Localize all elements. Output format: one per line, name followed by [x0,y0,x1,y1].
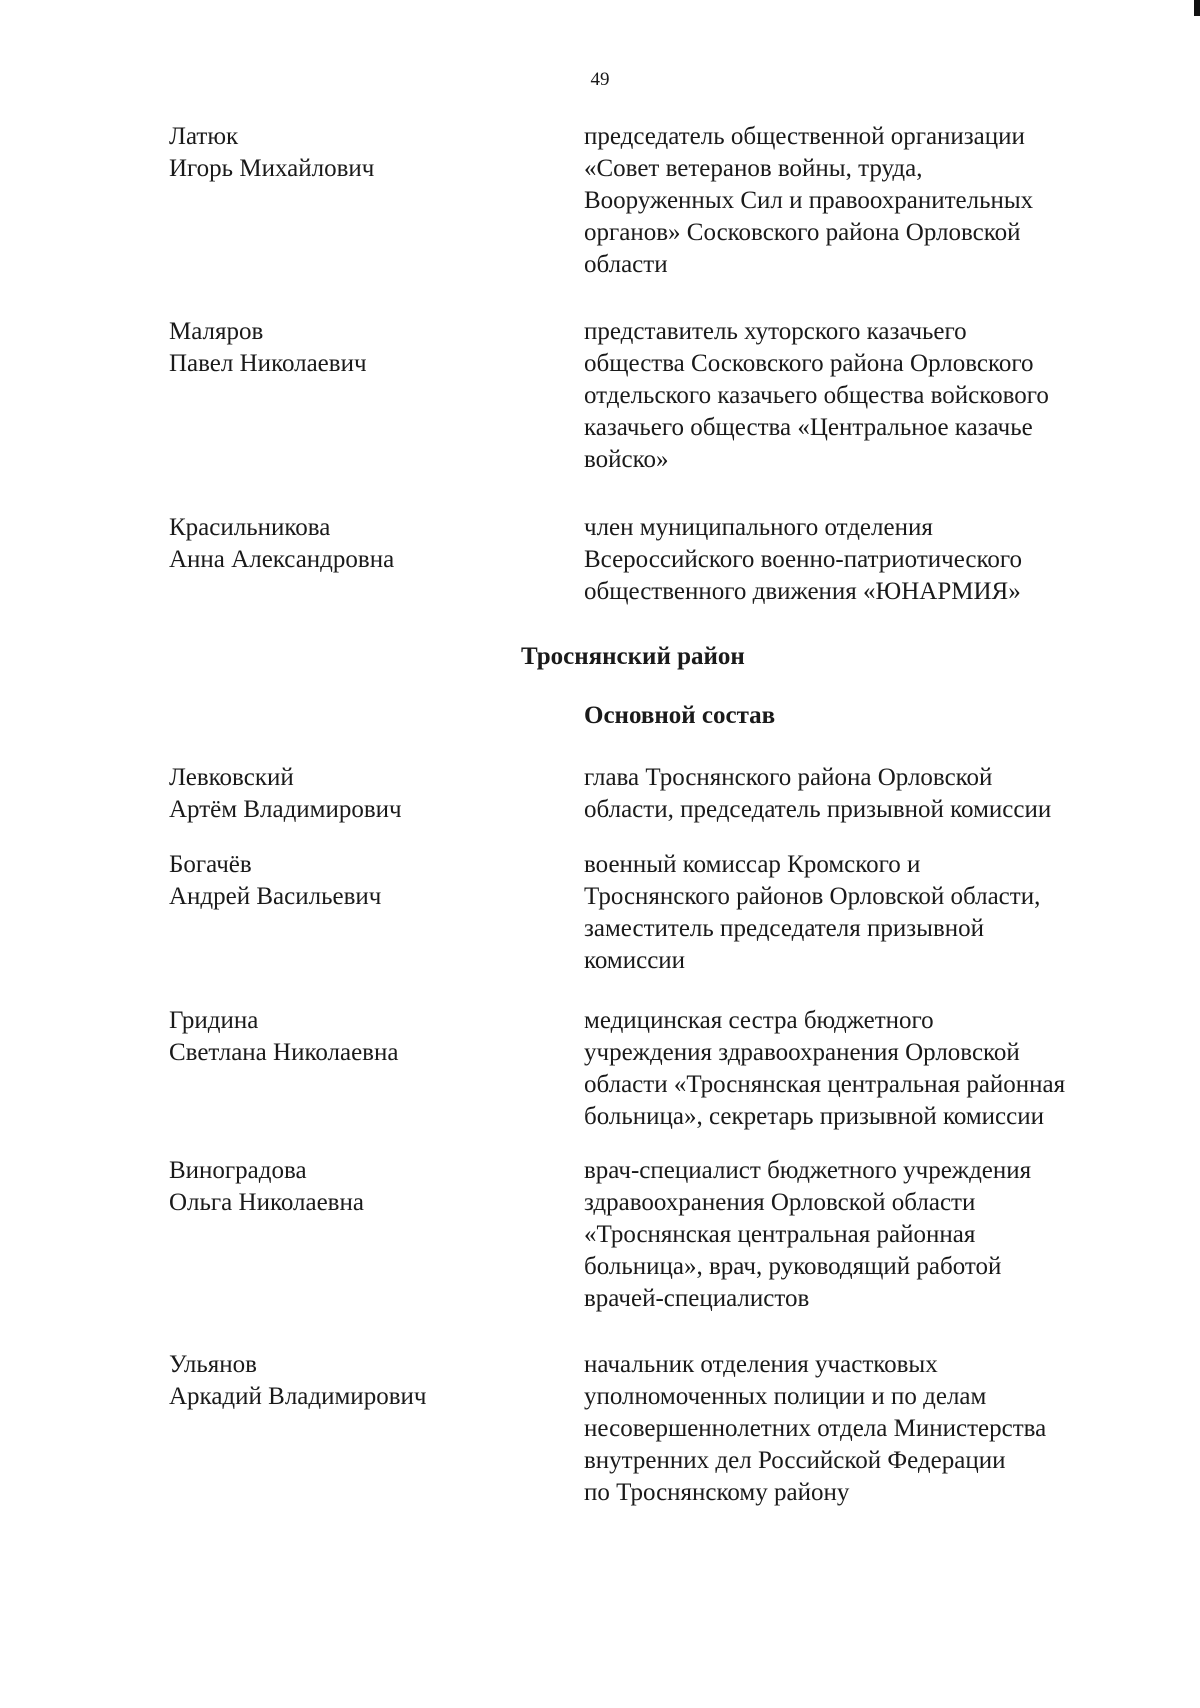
member-name: Богачёв Андрей Васильевич [169,851,382,910]
member-role: военный комиссар Кромского и Троснянского районов Орловской области, заместитель председателя призывной комиссии [584,851,1041,974]
member-role: глава Троснянского района Орловской области, председатель призывной комиссии [584,764,1052,823]
subsection-title: Основной состав [584,702,776,729]
member-name: Маляров Павел Николаевич [169,318,367,377]
member-role: член муниципального отделения Всероссийского военно-патриотического общественного движения «ЮНАРМИЯ» [584,514,1023,605]
member-name: Левковский Артём Владимирович [169,764,402,823]
section-title: Троснянский район [521,643,745,670]
member-role: председатель общественной организации «Совет ветеранов войны, труда, Вооруженных Сил и правоохранительных органов» Сосковского района Орловской области [584,123,1034,278]
member-role: представитель хуторского казачьего общества Сосковского района Орловского отдельского казачьего общества войскового казачьего общества «Центральное казачье войско» [584,318,1049,473]
member-name: Гридина Светлана Николаевна [169,1007,399,1066]
member-name: Ульянов Аркадий Владимирович [169,1351,427,1410]
scan-edge-mark [1194,0,1200,16]
member-role: врач-специалист бюджетного учреждения здравоохранения Орловской области «Троснянская центральная районная больница», врач, руководящий работой врачей-специалистов [584,1157,1032,1312]
member-role: медицинская сестра бюджетного учреждения здравоохранения Орловской области «Троснянская центральная районная больница», секретарь призывной комиссии [584,1007,1066,1130]
member-role: начальник отделения участковых уполномоченных полиции и по делам несовершеннолетних отдела Министерства внутренних дел Российской Федерации по Троснянскому району [584,1351,1047,1506]
member-name: Латюк Игорь Михайлович [169,123,375,182]
member-name: Виноградова Ольга Николаевна [169,1157,364,1216]
member-name: Красильникова Анна Александровна [169,514,395,573]
page-number: 49 [590,69,610,90]
